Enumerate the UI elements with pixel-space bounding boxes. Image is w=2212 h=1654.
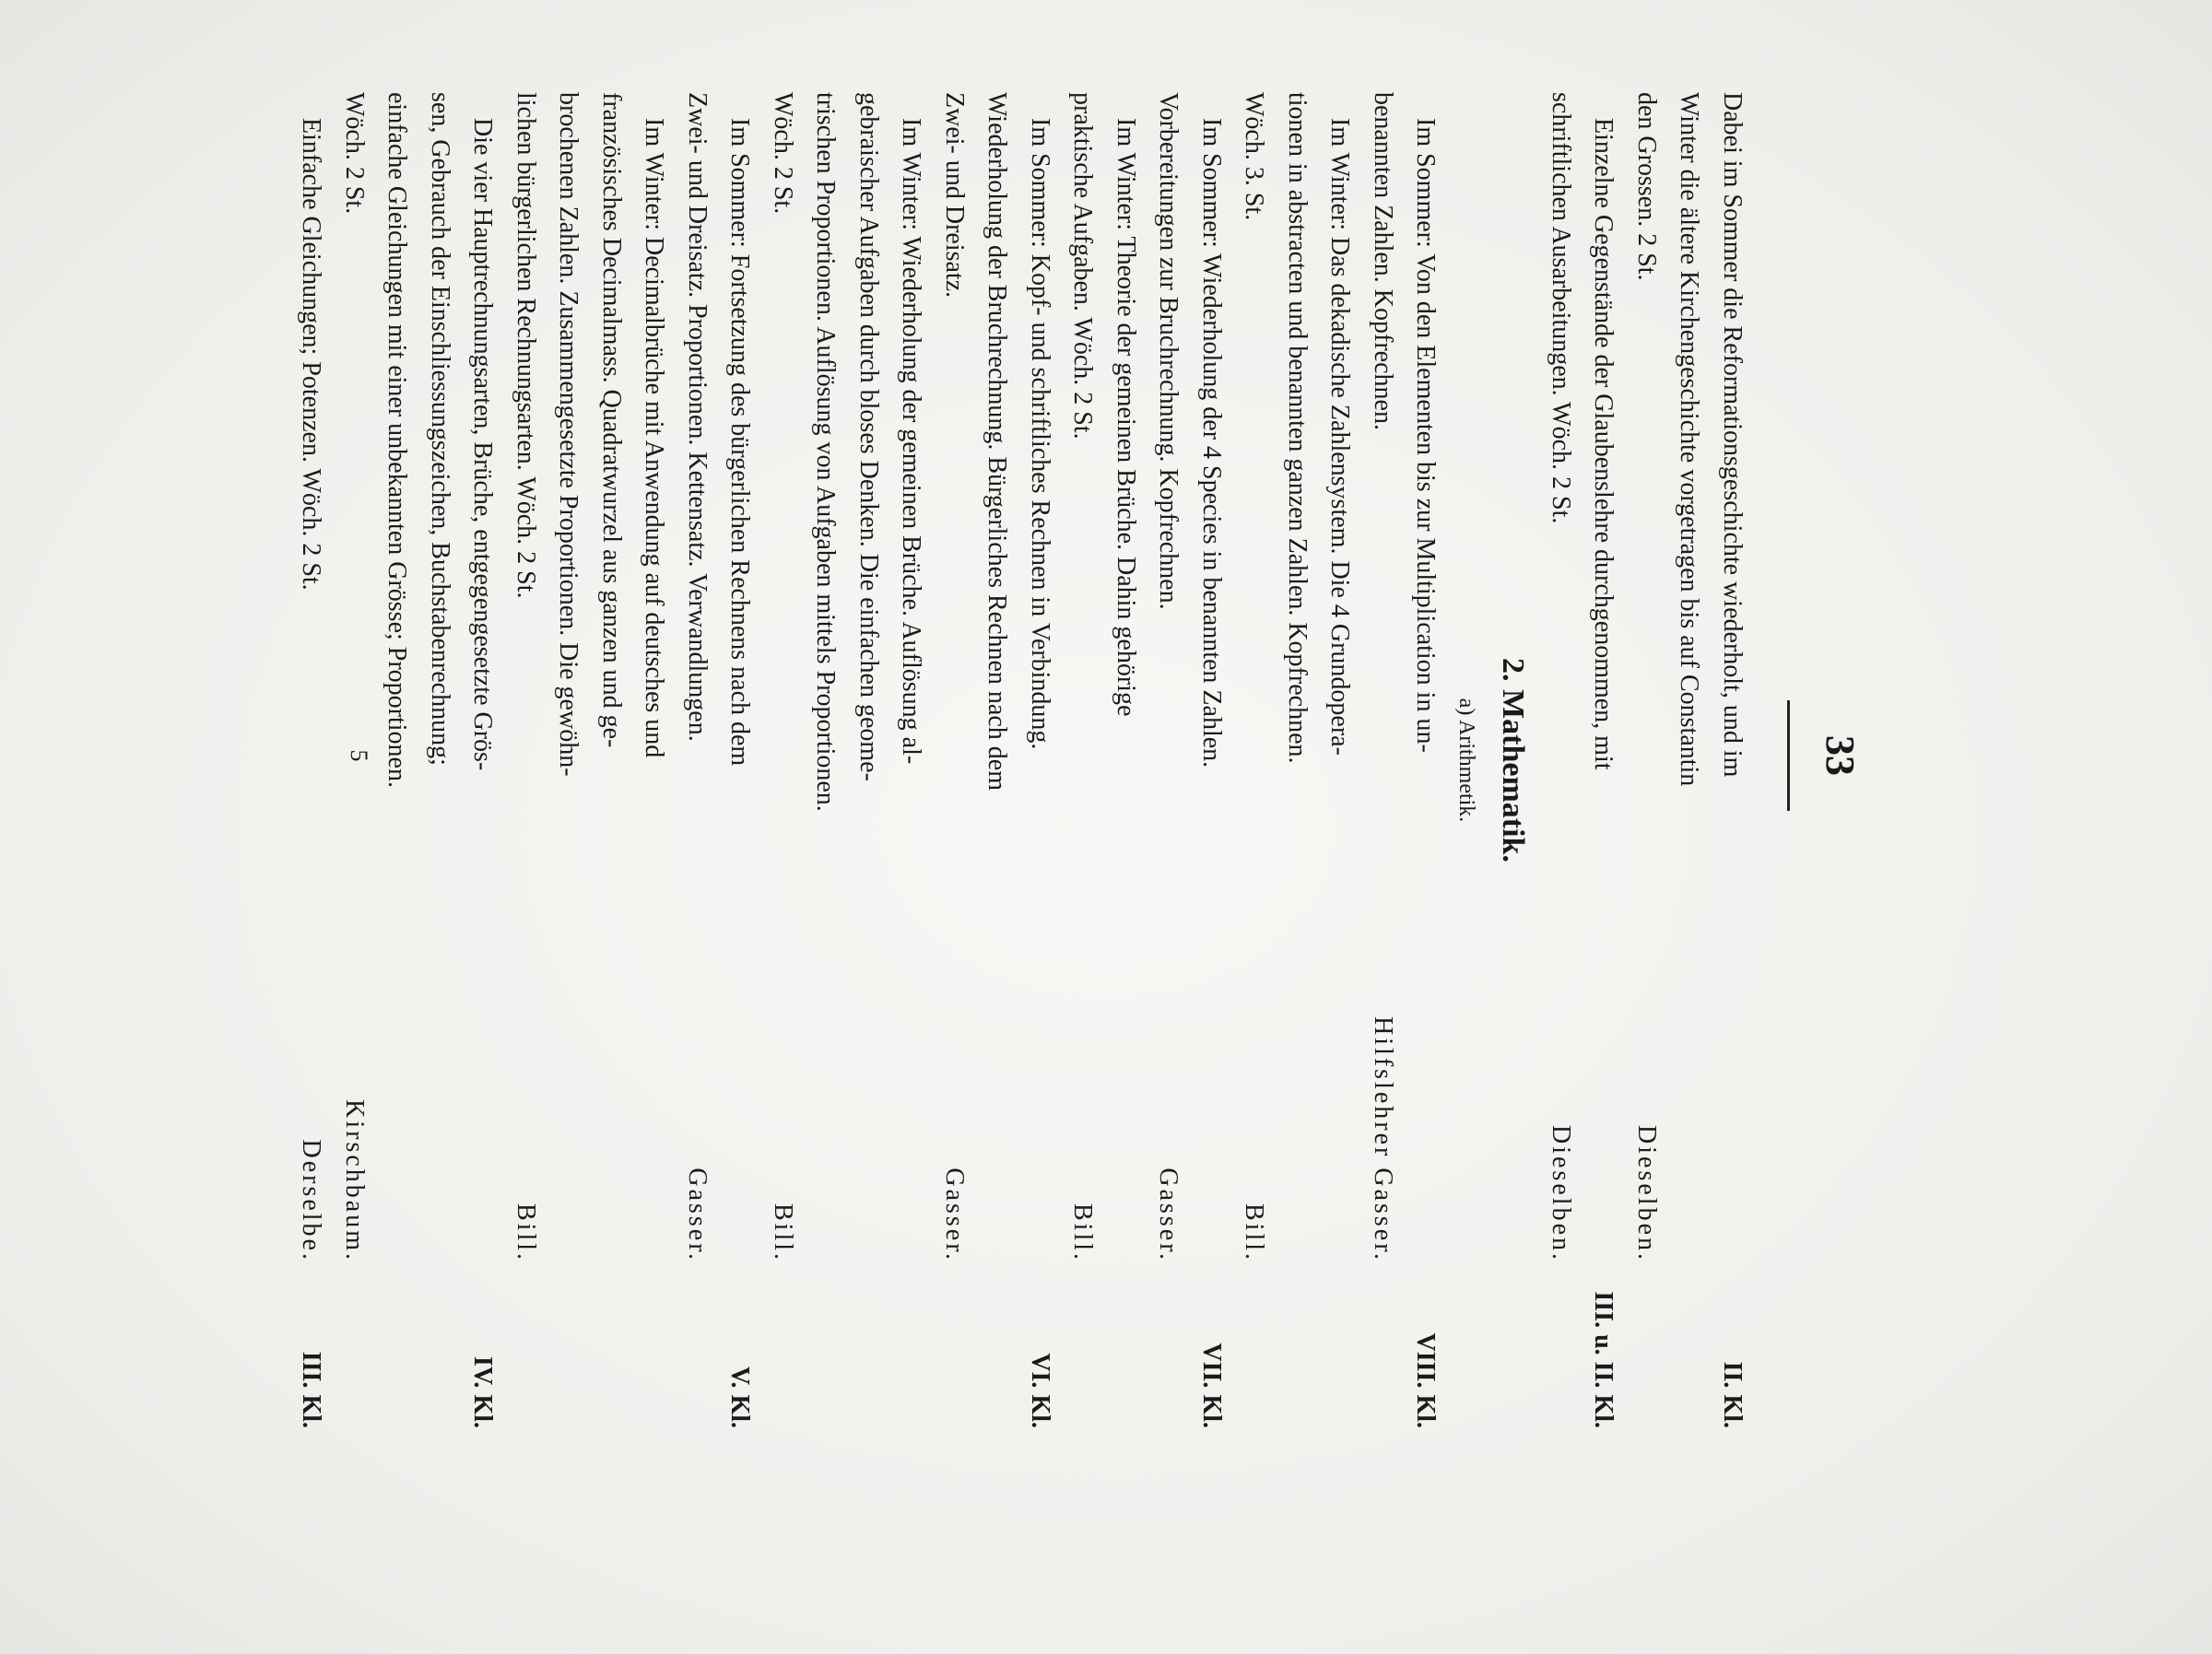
line-text: Wöch. 2 St. (769, 92, 797, 215)
text-line (1018, 92, 1062, 1428)
text-line (1147, 92, 1190, 1428)
text-line (590, 92, 633, 1428)
text-line (418, 92, 462, 1428)
arithmetik-block (289, 92, 1447, 1428)
text-line (375, 92, 418, 1428)
line-text: Zwei- und Dreisatz. Proportionen. Kettensatz. Verwandlungen. (683, 92, 712, 742)
signature-mark: 5 (346, 749, 372, 762)
religion-continuation-block (1539, 92, 1754, 1428)
line-text: Einzelne Gegenstände der Glaubenslehre durchgenommen, mit (1589, 118, 1618, 770)
line-text: einfache Gleichungen mit einer unbekannten Grösse; Proportionen. (382, 92, 412, 788)
text-line (933, 92, 976, 1428)
class-label: III. u. II. Kl. (1589, 1291, 1618, 1428)
text-line (1404, 92, 1447, 1428)
text-line (1190, 92, 1233, 1428)
teacher-name: Dieselben. (1547, 1125, 1575, 1262)
line-text: Im Sommer: Kopf- und schriftliches Rechnen in Verbindung. (1026, 118, 1054, 750)
line-text: Im Sommer: Wiederholung der 4 Species in benannten Zahlen. (1197, 118, 1226, 768)
line-text: Im Winter: Theorie der gemeinen Brüche. Dahin gehörige (1112, 118, 1140, 717)
page-body (289, 92, 1753, 1428)
class-label: II. Kl. (1718, 1361, 1747, 1428)
class-label: III. Kl. (297, 1351, 326, 1428)
line-text: trischen Proportionen. Auflösung von Aufgaben mittels Proportionen. (811, 92, 841, 812)
teacher-name: Bill. (1240, 1202, 1269, 1262)
section-heading (1488, 92, 1539, 1428)
text-line (504, 92, 547, 1428)
line-text: tionen in abstracten und benannten ganzen Zahlen. Kopfrechnen. (1283, 92, 1312, 764)
page-number: 33 (1818, 735, 1863, 776)
line-text: sen, Gebrauch der Einschliessungszeichen, Buchstabenrechnung; (426, 92, 454, 766)
line-text: benannten Zahlen. Kopfrechnen. (1369, 92, 1397, 430)
line-text: Im Winter: Wiederholung der gemeinen Brüche. Auflösung al- (897, 118, 926, 765)
line-text: Winter die ältere Kirchengeschichte vorgetragen bis auf Constantin (1675, 92, 1704, 787)
line-text: Die vier Hauptrechnungsarten, Brüche, entgegengesetzte Grös- (468, 118, 498, 771)
rotated-page (297, 55, 1891, 1456)
text-line (804, 92, 847, 1428)
line-text: Wöch. 3. St. (1240, 92, 1269, 221)
line-text: schriftlichen Ausarbeitungen. Wöch. 2 St. (1547, 92, 1575, 524)
text-line (1318, 92, 1361, 1428)
text-line (1667, 92, 1711, 1428)
line-text: Wöch. 2 St. (340, 92, 369, 215)
text-line (1104, 92, 1147, 1428)
text-line (1361, 92, 1405, 1428)
teacher-name: Bill. (1068, 1202, 1098, 1262)
line-text: gebraischer Aufgaben durch bloses Denken. Die einfachen geome- (854, 92, 883, 781)
teacher-name: Hilfslehrer Gasser. (1369, 1016, 1397, 1262)
line-text: Vorbereitungen zur Bruchrechnung. Kopfrechnen. (1154, 92, 1183, 610)
line-text: Im Winter: Decimalbrüche mit Anwendung auf deutsches und (640, 118, 669, 758)
text-line (547, 92, 590, 1428)
text-line (1539, 92, 1583, 1428)
text-line (761, 92, 805, 1428)
line-text: lichen bürgerlichen Rechnungsarten. Wöch. 2 St. (512, 92, 540, 599)
line-text: französisches Decimalmass. Quadratwurzel aus ganzen und ge- (597, 92, 626, 748)
line-text: Zwei- und Dreisatz. (940, 92, 969, 299)
line-text: Im Winter: Das dekadische Zahlensystem. Die 4 Grundopera- (1325, 118, 1355, 756)
teacher-name: Dieselben. (1632, 1125, 1661, 1262)
teacher-name: Gasser. (683, 1167, 712, 1262)
text-line (1061, 92, 1104, 1428)
line-text: Einfache Gleichungen; Potenzen. Wöch. 2 St. (297, 118, 326, 591)
line-text: praktische Aufgaben. Wöch. 2 St. (1068, 92, 1098, 440)
text-line (975, 92, 1018, 1428)
line-text: Dabei im Sommer die Reformationsgeschichte wiederholt, und im (1718, 92, 1747, 778)
text-line (1625, 92, 1668, 1428)
text-line (1232, 92, 1276, 1428)
text-line (676, 92, 719, 1428)
class-label: IV. Kl. (468, 1355, 498, 1428)
text-line (632, 92, 676, 1428)
text-line (289, 92, 333, 1428)
text-line (461, 92, 504, 1428)
teacher-name: Gasser. (1154, 1167, 1183, 1262)
section-heading-text: 2. Mathematik. (1496, 658, 1531, 862)
class-label: VIII. Kl. (1411, 1332, 1441, 1428)
text-line (1276, 92, 1319, 1428)
text-line (847, 92, 890, 1428)
teacher-name: Bill. (769, 1202, 797, 1262)
teacher-name: Derselbe. (297, 1139, 326, 1262)
class-label: V. Kl. (725, 1366, 755, 1428)
line-text: den Grossen. 2 St. (1632, 92, 1661, 281)
teacher-name: Bill. (512, 1202, 540, 1262)
text-line (889, 92, 933, 1428)
section-subheading: a) Arithmetik. (1454, 698, 1479, 823)
class-label: VI. Kl. (1026, 1353, 1054, 1428)
teacher-name: Gasser. (940, 1167, 969, 1262)
line-text: Im Sommer: Von den Elementen bis zur Multiplication in un- (1411, 118, 1441, 753)
text-line (718, 92, 761, 1428)
line-text: Wiederholung der Bruchrechnung. Bürgerliches Rechnen nach dem (982, 92, 1012, 791)
line-text: Im Sommer: Fortsetzung des bürgerlichen Rechnens nach dem (725, 118, 755, 767)
line-text: brochenen Zahlen. Zusammengesetzte Proportionen. Die gewöhn- (554, 92, 583, 777)
text-line (1582, 92, 1625, 1428)
class-label: VII. Kl. (1197, 1343, 1226, 1428)
text-line (1711, 92, 1754, 1428)
teacher-name: Kirschbaum. (340, 1099, 369, 1262)
header-rule (1787, 700, 1790, 811)
